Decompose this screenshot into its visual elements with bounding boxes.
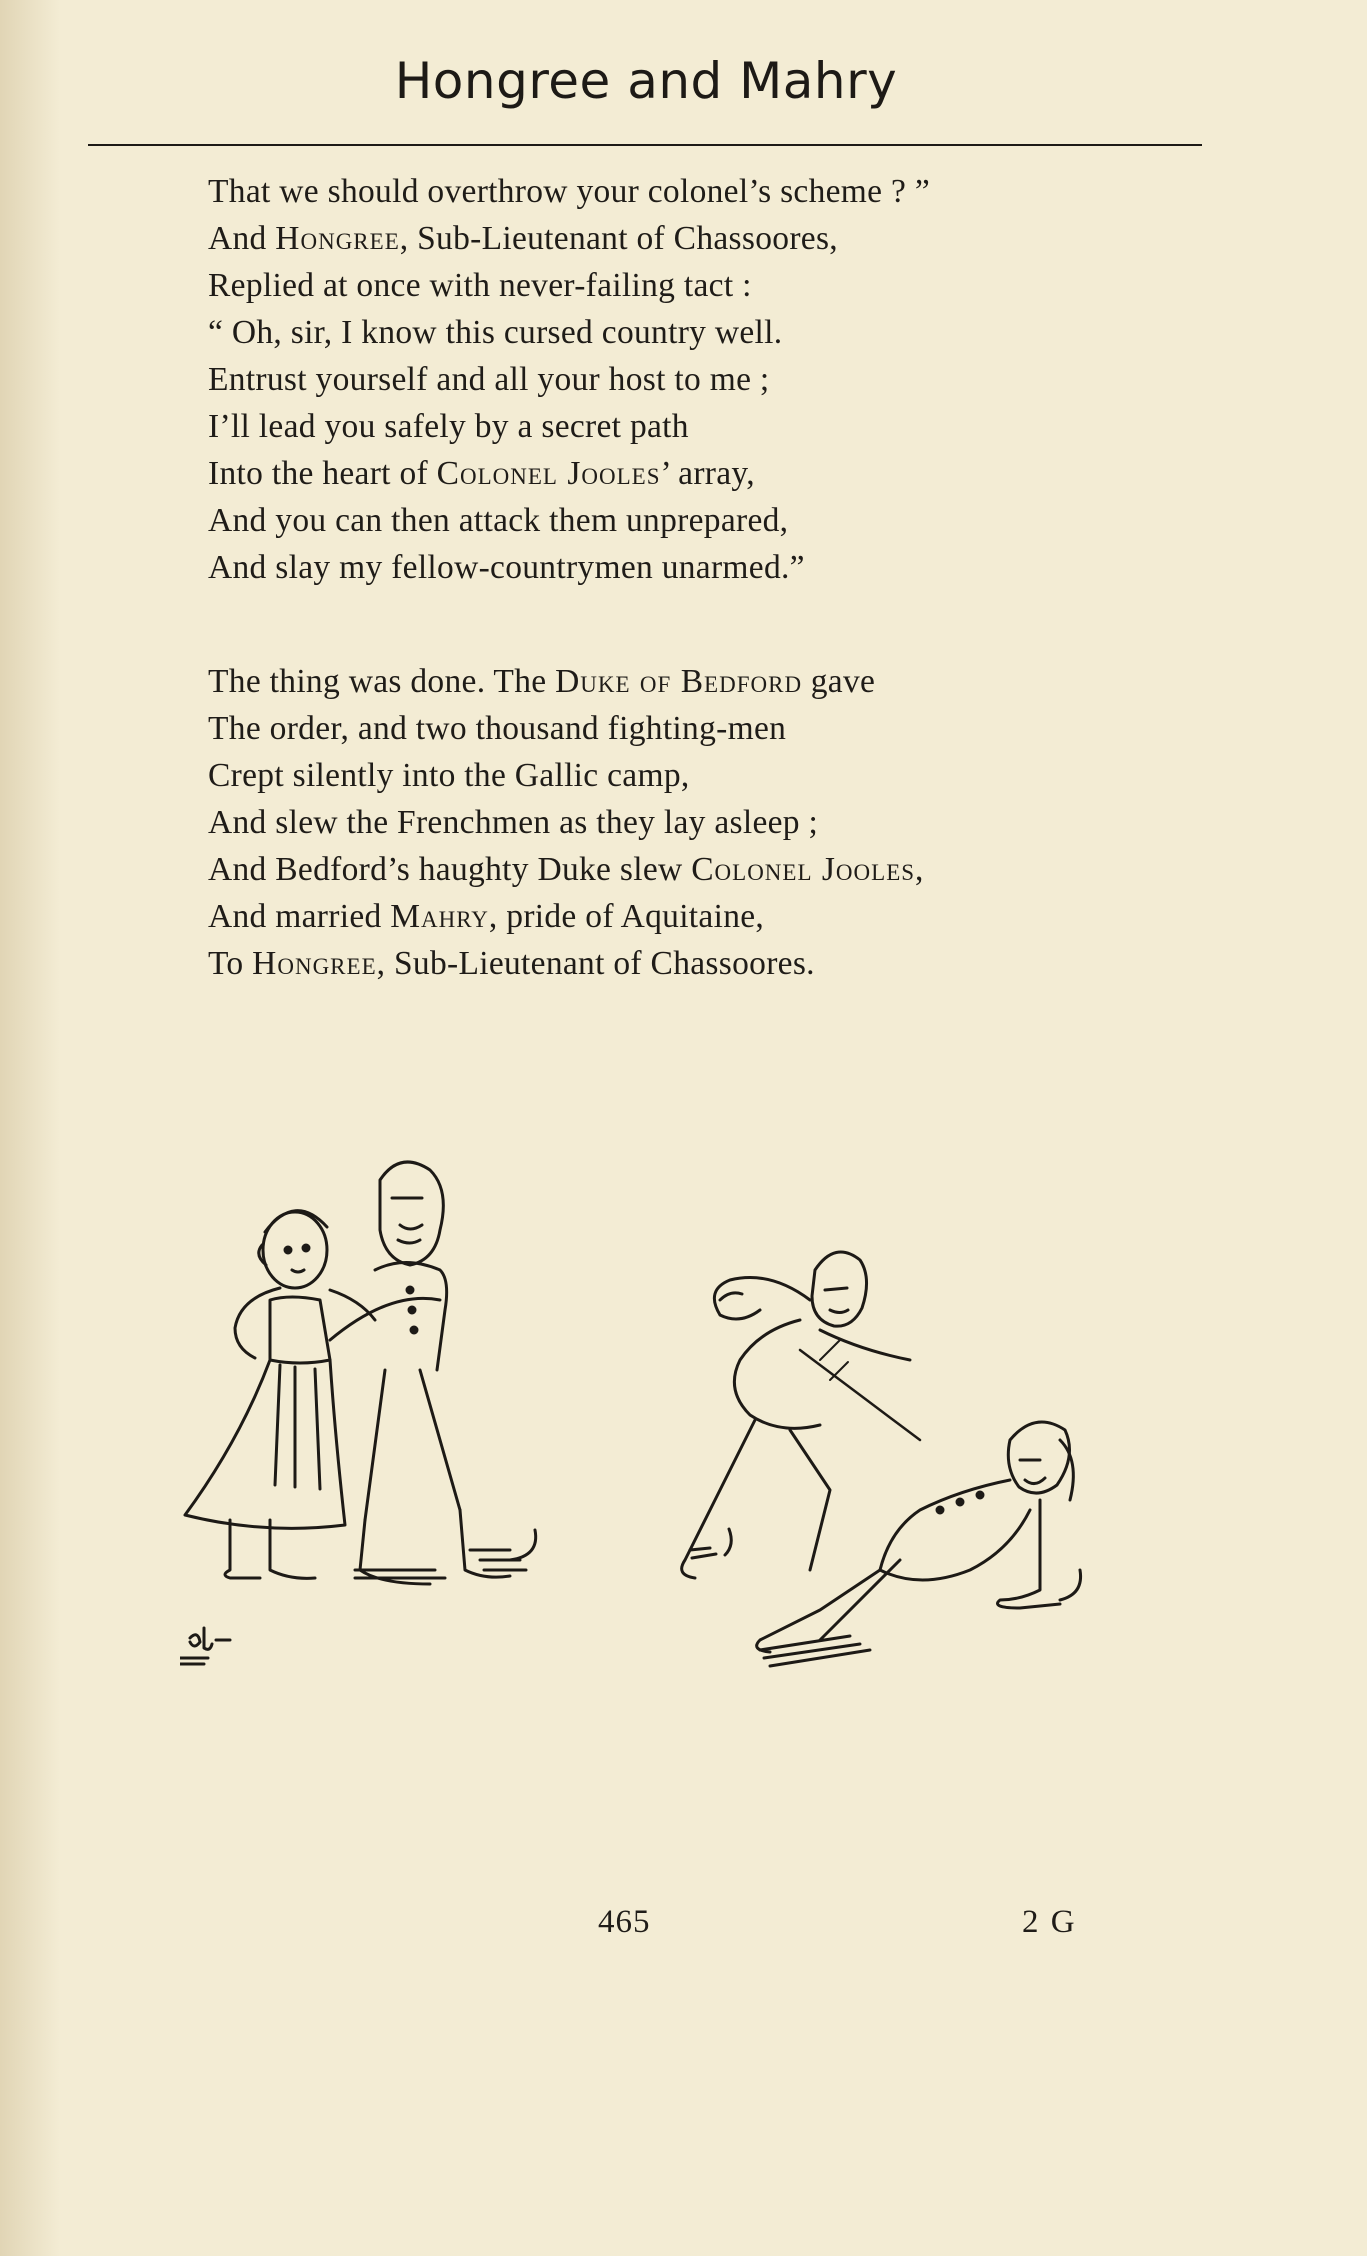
- stanza-1: [208, 168, 930, 591]
- verse-line: [208, 215, 930, 262]
- verse-line: [208, 705, 924, 752]
- artist-signature-mark: [180, 1620, 230, 1664]
- verse-text: The thing was done. The: [208, 663, 556, 700]
- verse-line: [208, 403, 930, 450]
- small-caps-name: Duke of Bedford: [555, 663, 803, 700]
- small-caps-name: Hongree: [275, 220, 400, 257]
- verse-line: [208, 893, 924, 940]
- verse-text: I’ll lead you safely by a secret path: [208, 408, 689, 445]
- verse-line: [208, 497, 930, 544]
- printer-signature-mark: [1022, 1904, 1075, 1941]
- verse-line: [208, 544, 930, 591]
- verse-text: Crept silently into the Gallic camp,: [208, 757, 690, 794]
- duke-slaying-colonel-drawing: [682, 1252, 1081, 1666]
- verse-text: ,: [915, 851, 924, 888]
- verse-line: [208, 846, 924, 893]
- verse-text: That we should overthrow your colonel’s scheme ? ”: [208, 173, 931, 210]
- small-caps-name: Hongree: [252, 945, 377, 982]
- page-number: 465: [598, 1904, 651, 1940]
- verse-text: And Bedford’s haughty Duke slew: [208, 851, 692, 888]
- verse-text: And: [208, 220, 276, 257]
- small-caps-name: Colonel Jooles: [691, 851, 916, 888]
- verse-text: , Sub-Lieutenant of Chassoores,: [399, 220, 838, 257]
- verse-line: [208, 356, 930, 403]
- verse-text: And you can then attack them unprepared,: [208, 502, 789, 539]
- signature-letter: G: [1050, 1904, 1075, 1940]
- verse-line: [208, 450, 930, 497]
- verse-text: And slay my fellow-countrymen unarmed.”: [208, 549, 805, 586]
- small-caps-name: Colonel Jooles: [436, 455, 661, 492]
- verse-text: And slew the Frenchmen as they lay asleep ;: [208, 804, 819, 841]
- bab-illustration: [180, 1150, 1130, 1670]
- page-gutter-shadow: [0, 0, 60, 2256]
- verse-text: Replied at once with never-failing tact :: [208, 267, 752, 304]
- verse-line: [208, 752, 924, 799]
- signature-number: 2: [1022, 1904, 1041, 1940]
- verse-text: “ Oh, sir, I know this cursed country well.: [208, 314, 783, 351]
- verse-line: [208, 658, 924, 705]
- verse-text: And married: [208, 898, 391, 935]
- small-caps-name: Mahry: [390, 898, 489, 935]
- verse-text: , Sub-Lieutenant of Chassoores.: [376, 945, 815, 982]
- verse-text: Entrust yourself and all your host to me ;: [208, 361, 770, 398]
- verse-text: The order, and two thousand fighting-men: [208, 710, 787, 747]
- verse-line: [208, 940, 924, 987]
- verse-line: [208, 168, 930, 215]
- verse-text: Into the heart of: [208, 455, 437, 492]
- verse-line: [208, 309, 930, 356]
- verse-text: , pride of Aquitaine,: [488, 898, 765, 935]
- verse-text: To: [208, 945, 253, 982]
- verse-line: [208, 262, 930, 309]
- embracing-couple-drawing: [185, 1162, 536, 1584]
- verse-line: [208, 799, 924, 846]
- verse-text: ’ array,: [660, 455, 755, 492]
- stanza-2: [208, 658, 924, 987]
- header-rule: [88, 144, 1202, 146]
- running-head: Hongree and Mahry: [394, 52, 898, 110]
- verse-text: gave: [802, 663, 876, 700]
